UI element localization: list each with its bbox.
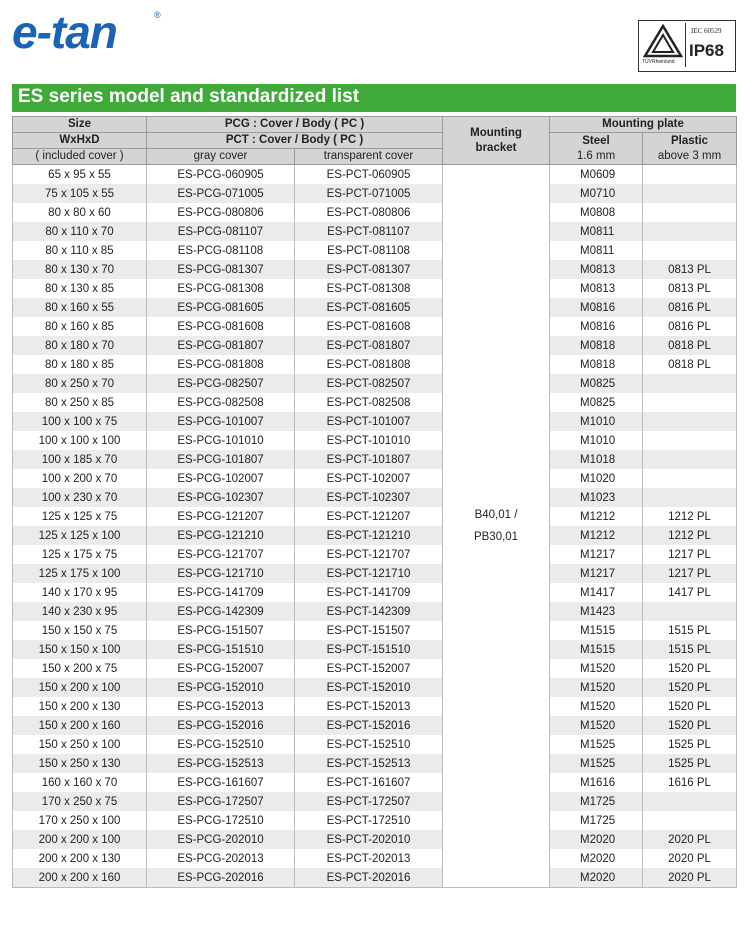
transparent-model-cell: ES-PCT-121707 — [295, 545, 443, 564]
steel-plate-cell: M1423 — [550, 602, 643, 621]
steel-plate-cell: M0818 — [550, 355, 643, 374]
gray-model-cell: ES-PCG-102007 — [147, 469, 295, 488]
transparent-model-cell: ES-PCT-141709 — [295, 583, 443, 602]
table-row — [13, 621, 737, 640]
size-cell: 80 x 160 x 55 — [13, 298, 147, 317]
table-row — [13, 564, 737, 583]
table-row — [13, 640, 737, 659]
steel-plate-cell: M1520 — [550, 716, 643, 735]
table-row — [13, 165, 737, 185]
plastic-plate-cell — [643, 602, 737, 621]
size-cell: 170 x 250 x 75 — [13, 792, 147, 811]
size-cell: 80 x 160 x 85 — [13, 317, 147, 336]
plastic-plate-cell: 1520 PL — [643, 697, 737, 716]
size-cell: 80 x 110 x 85 — [13, 241, 147, 260]
table-row — [13, 260, 737, 279]
model-table — [12, 116, 737, 888]
transparent-model-cell: ES-PCT-152007 — [295, 659, 443, 678]
iec-label: IEC 60529 — [691, 27, 722, 35]
transparent-model-cell: ES-PCT-202016 — [295, 868, 443, 888]
pct-header: PCT : Cover / Body ( PC ) — [147, 133, 443, 149]
bracket-line2: PB30,01 — [473, 531, 519, 543]
transparent-model-cell: ES-PCT-081107 — [295, 222, 443, 241]
gray-model-cell: ES-PCG-081808 — [147, 355, 295, 374]
plastic-sub: above 3 mm — [657, 149, 722, 162]
size-cell: 80 x 180 x 70 — [13, 336, 147, 355]
size-cell: 100 x 230 x 70 — [13, 488, 147, 507]
plastic-plate-cell — [643, 184, 737, 203]
steel-plate-cell: M1217 — [550, 564, 643, 583]
gray-model-cell: ES-PCG-152013 — [147, 697, 295, 716]
table-row — [13, 659, 737, 678]
size-cell: 80 x 130 x 70 — [13, 260, 147, 279]
steel-header — [550, 133, 643, 165]
plastic-plate-cell: 2020 PL — [643, 830, 737, 849]
plastic-plate-cell: 1515 PL — [643, 621, 737, 640]
bracket-header-line2: bracket — [475, 141, 517, 154]
size-cell: 150 x 200 x 130 — [13, 697, 147, 716]
steel-plate-cell: M0825 — [550, 393, 643, 412]
gray-model-cell: ES-PCG-071005 — [147, 184, 295, 203]
steel-plate-cell: M0808 — [550, 203, 643, 222]
gray-model-cell: ES-PCG-081807 — [147, 336, 295, 355]
table-row — [13, 868, 737, 888]
size-cell: 150 x 250 x 130 — [13, 754, 147, 773]
gray-model-cell: ES-PCG-152007 — [147, 659, 295, 678]
transparent-model-cell: ES-PCT-151510 — [295, 640, 443, 659]
steel-sub: 1.6 mm — [576, 149, 616, 162]
steel-plate-cell: M1417 — [550, 583, 643, 602]
gray-model-cell: ES-PCG-152010 — [147, 678, 295, 697]
gray-model-cell: ES-PCG-172510 — [147, 811, 295, 830]
table-row — [13, 678, 737, 697]
steel-plate-cell: M0710 — [550, 184, 643, 203]
table-row — [13, 488, 737, 507]
table-row — [13, 336, 737, 355]
gray-model-cell: ES-PCG-152016 — [147, 716, 295, 735]
transparent-model-cell: ES-PCT-102307 — [295, 488, 443, 507]
gray-model-cell: ES-PCG-082508 — [147, 393, 295, 412]
etan-logo — [12, 8, 162, 58]
page-title: ES series model and standardized list — [18, 86, 360, 107]
steel-plate-cell: M1217 — [550, 545, 643, 564]
plastic-plate-cell — [643, 222, 737, 241]
gray-model-cell: ES-PCG-121207 — [147, 507, 295, 526]
table-row — [13, 431, 737, 450]
transparent-model-cell: ES-PCT-142309 — [295, 602, 443, 621]
transparent-model-cell: ES-PCT-161607 — [295, 773, 443, 792]
steel-label: Steel — [582, 134, 610, 147]
size-cell: 125 x 175 x 100 — [13, 564, 147, 583]
size-cell: 125 x 125 x 75 — [13, 507, 147, 526]
plastic-plate-cell — [643, 792, 737, 811]
transparent-model-cell: ES-PCT-172507 — [295, 792, 443, 811]
plastic-plate-cell: 0813 PL — [643, 260, 737, 279]
size-cell: 100 x 200 x 70 — [13, 469, 147, 488]
size-cell: 170 x 250 x 100 — [13, 811, 147, 830]
steel-plate-cell: M1020 — [550, 469, 643, 488]
table-row — [13, 811, 737, 830]
transparent-model-cell: ES-PCT-081108 — [295, 241, 443, 260]
table-row — [13, 602, 737, 621]
size-note-header: ( included cover ) — [13, 149, 147, 165]
size-cell: 200 x 200 x 130 — [13, 849, 147, 868]
plastic-plate-cell: 1212 PL — [643, 507, 737, 526]
transparent-model-cell: ES-PCT-152510 — [295, 735, 443, 754]
bracket-header — [443, 117, 550, 165]
steel-plate-cell: M1010 — [550, 412, 643, 431]
plastic-plate-cell — [643, 450, 737, 469]
table-row — [13, 507, 737, 526]
transparent-model-cell: ES-PCT-082508 — [295, 393, 443, 412]
gray-header: gray cover — [147, 149, 295, 165]
gray-model-cell: ES-PCG-082507 — [147, 374, 295, 393]
ip-rating: IP68 — [689, 41, 724, 60]
table-row — [13, 697, 737, 716]
size-cell: 140 x 230 x 95 — [13, 602, 147, 621]
gray-model-cell: ES-PCG-121707 — [147, 545, 295, 564]
size-cell: 150 x 150 x 100 — [13, 640, 147, 659]
gray-model-cell: ES-PCG-202013 — [147, 849, 295, 868]
size-cell: 150 x 200 x 100 — [13, 678, 147, 697]
steel-plate-cell: M1725 — [550, 792, 643, 811]
transparent-model-cell: ES-PCT-121710 — [295, 564, 443, 583]
gray-model-cell: ES-PCG-081108 — [147, 241, 295, 260]
bracket-header-line1: Mounting — [470, 126, 522, 139]
steel-plate-cell: M2020 — [550, 830, 643, 849]
plastic-plate-cell — [643, 488, 737, 507]
plastic-plate-cell: 0818 PL — [643, 355, 737, 374]
size-cell: 80 x 130 x 85 — [13, 279, 147, 298]
steel-plate-cell: M1515 — [550, 640, 643, 659]
table-body — [13, 165, 737, 888]
plastic-plate-cell — [643, 412, 737, 431]
plastic-plate-cell: 1525 PL — [643, 735, 737, 754]
plastic-plate-cell: 1212 PL — [643, 526, 737, 545]
title-banner — [12, 84, 736, 112]
table-row — [13, 830, 737, 849]
gray-model-cell: ES-PCG-121210 — [147, 526, 295, 545]
size-cell: 125 x 175 x 75 — [13, 545, 147, 564]
plastic-plate-cell: 1520 PL — [643, 659, 737, 678]
plastic-label: Plastic — [670, 134, 709, 147]
steel-plate-cell: M1212 — [550, 507, 643, 526]
gray-model-cell: ES-PCG-101007 — [147, 412, 295, 431]
table-row — [13, 222, 737, 241]
transparent-model-cell: ES-PCT-202013 — [295, 849, 443, 868]
table-row — [13, 412, 737, 431]
size-dims-header: WxHxD — [13, 133, 147, 149]
transparent-model-cell: ES-PCT-152010 — [295, 678, 443, 697]
plastic-plate-cell — [643, 469, 737, 488]
steel-plate-cell: M1010 — [550, 431, 643, 450]
steel-plate-cell: M0813 — [550, 260, 643, 279]
certification-badge — [638, 20, 736, 72]
steel-plate-cell: M0816 — [550, 298, 643, 317]
plastic-plate-cell: 2020 PL — [643, 868, 737, 888]
size-cell: 100 x 100 x 75 — [13, 412, 147, 431]
gray-model-cell: ES-PCG-121710 — [147, 564, 295, 583]
transparent-model-cell: ES-PCT-151507 — [295, 621, 443, 640]
transparent-model-cell: ES-PCT-152016 — [295, 716, 443, 735]
size-cell: 100 x 185 x 70 — [13, 450, 147, 469]
gray-model-cell: ES-PCG-101010 — [147, 431, 295, 450]
size-cell: 80 x 80 x 60 — [13, 203, 147, 222]
table-row — [13, 545, 737, 564]
transparent-model-cell: ES-PCT-121207 — [295, 507, 443, 526]
size-cell: 150 x 200 x 75 — [13, 659, 147, 678]
plastic-plate-cell: 1525 PL — [643, 754, 737, 773]
pcg-header: PCG : Cover / Body ( PC ) — [147, 117, 443, 133]
size-cell: 150 x 200 x 160 — [13, 716, 147, 735]
size-cell: 200 x 200 x 160 — [13, 868, 147, 888]
gray-model-cell: ES-PCG-172507 — [147, 792, 295, 811]
transparent-model-cell: ES-PCT-081808 — [295, 355, 443, 374]
transparent-model-cell: ES-PCT-101007 — [295, 412, 443, 431]
size-cell: 80 x 180 x 85 — [13, 355, 147, 374]
table-row — [13, 583, 737, 602]
gray-model-cell: ES-PCG-102307 — [147, 488, 295, 507]
transparent-model-cell: ES-PCT-081307 — [295, 260, 443, 279]
tuv-label: TÜVRheinland — [642, 59, 675, 65]
table-row — [13, 792, 737, 811]
transparent-model-cell: ES-PCT-101807 — [295, 450, 443, 469]
plastic-plate-cell: 1520 PL — [643, 678, 737, 697]
gray-model-cell: ES-PCG-152513 — [147, 754, 295, 773]
gray-model-cell: ES-PCG-152510 — [147, 735, 295, 754]
plastic-plate-cell: 0818 PL — [643, 336, 737, 355]
registered-mark: ® — [154, 10, 161, 20]
plastic-plate-cell: 1515 PL — [643, 640, 737, 659]
plate-header: Mounting plate — [550, 117, 737, 133]
table-row — [13, 526, 737, 545]
size-cell: 100 x 100 x 100 — [13, 431, 147, 450]
gray-model-cell: ES-PCG-101807 — [147, 450, 295, 469]
steel-plate-cell: M1525 — [550, 754, 643, 773]
plastic-plate-cell: 1217 PL — [643, 564, 737, 583]
transparent-model-cell: ES-PCT-152013 — [295, 697, 443, 716]
transparent-model-cell: ES-PCT-071005 — [295, 184, 443, 203]
plastic-plate-cell: 0813 PL — [643, 279, 737, 298]
steel-plate-cell: M0816 — [550, 317, 643, 336]
table-row — [13, 298, 737, 317]
plastic-plate-cell: 0816 PL — [643, 317, 737, 336]
steel-plate-cell: M1520 — [550, 659, 643, 678]
size-cell: 75 x 105 x 55 — [13, 184, 147, 203]
table-row — [13, 849, 737, 868]
steel-plate-cell: M1525 — [550, 735, 643, 754]
table-row — [13, 184, 737, 203]
steel-plate-cell: M1212 — [550, 526, 643, 545]
plastic-plate-cell — [643, 165, 737, 185]
table-row — [13, 355, 737, 374]
transparent-model-cell: ES-PCT-121210 — [295, 526, 443, 545]
table-row — [13, 735, 737, 754]
transparent-model-cell: ES-PCT-081608 — [295, 317, 443, 336]
steel-plate-cell: M0609 — [550, 165, 643, 185]
steel-plate-cell: M2020 — [550, 868, 643, 888]
gray-model-cell: ES-PCG-202010 — [147, 830, 295, 849]
steel-plate-cell: M0811 — [550, 222, 643, 241]
gray-model-cell: ES-PCG-141709 — [147, 583, 295, 602]
transparent-model-cell: ES-PCT-081807 — [295, 336, 443, 355]
plastic-plate-cell — [643, 203, 737, 222]
steel-plate-cell: M1616 — [550, 773, 643, 792]
table-row — [13, 393, 737, 412]
steel-plate-cell: M0811 — [550, 241, 643, 260]
size-cell: 80 x 110 x 70 — [13, 222, 147, 241]
plastic-plate-cell: 1520 PL — [643, 716, 737, 735]
steel-plate-cell: M1023 — [550, 488, 643, 507]
table-row — [13, 279, 737, 298]
size-cell: 80 x 250 x 85 — [13, 393, 147, 412]
gray-model-cell: ES-PCG-161607 — [147, 773, 295, 792]
transparent-model-cell: ES-PCT-081605 — [295, 298, 443, 317]
plastic-plate-cell — [643, 374, 737, 393]
plastic-header — [643, 133, 737, 165]
gray-model-cell: ES-PCG-081107 — [147, 222, 295, 241]
size-cell: 140 x 170 x 95 — [13, 583, 147, 602]
steel-plate-cell: M0818 — [550, 336, 643, 355]
size-cell: 80 x 250 x 70 — [13, 374, 147, 393]
size-cell: 200 x 200 x 100 — [13, 830, 147, 849]
bracket-cell — [443, 165, 550, 888]
gray-model-cell: ES-PCG-060905 — [147, 165, 295, 185]
plastic-plate-cell — [643, 811, 737, 830]
steel-plate-cell: M1520 — [550, 697, 643, 716]
size-cell: 160 x 160 x 70 — [13, 773, 147, 792]
plastic-plate-cell: 0816 PL — [643, 298, 737, 317]
plastic-plate-cell — [643, 393, 737, 412]
logo-text: e-tan — [12, 6, 117, 58]
size-cell: 65 x 95 x 55 — [13, 165, 147, 185]
table-row — [13, 469, 737, 488]
steel-plate-cell: M1725 — [550, 811, 643, 830]
gray-model-cell: ES-PCG-081307 — [147, 260, 295, 279]
size-cell: 150 x 150 x 75 — [13, 621, 147, 640]
gray-model-cell: ES-PCG-151510 — [147, 640, 295, 659]
transparent-model-cell: ES-PCT-172510 — [295, 811, 443, 830]
steel-plate-cell: M0813 — [550, 279, 643, 298]
transparent-model-cell: ES-PCT-080806 — [295, 203, 443, 222]
gray-model-cell: ES-PCG-080806 — [147, 203, 295, 222]
table-row — [13, 773, 737, 792]
steel-plate-cell: M2020 — [550, 849, 643, 868]
steel-plate-cell: M1018 — [550, 450, 643, 469]
steel-plate-cell: M0825 — [550, 374, 643, 393]
steel-plate-cell: M1515 — [550, 621, 643, 640]
size-cell: 125 x 125 x 100 — [13, 526, 147, 545]
transparent-model-cell: ES-PCT-060905 — [295, 165, 443, 185]
plastic-plate-cell: 1217 PL — [643, 545, 737, 564]
gray-model-cell: ES-PCG-081605 — [147, 298, 295, 317]
table-row — [13, 317, 737, 336]
size-header: Size — [13, 117, 147, 133]
transparent-model-cell: ES-PCT-102007 — [295, 469, 443, 488]
transparent-model-cell: ES-PCT-101010 — [295, 431, 443, 450]
table-row — [13, 203, 737, 222]
steel-plate-cell: M1520 — [550, 678, 643, 697]
gray-model-cell: ES-PCG-081308 — [147, 279, 295, 298]
plastic-plate-cell — [643, 241, 737, 260]
gray-model-cell: ES-PCG-151507 — [147, 621, 295, 640]
table-row — [13, 241, 737, 260]
transparent-header: transparent cover — [295, 149, 443, 165]
table-row — [13, 374, 737, 393]
bracket-line1: B40,01 / — [474, 509, 518, 521]
gray-model-cell: ES-PCG-142309 — [147, 602, 295, 621]
table-row — [13, 754, 737, 773]
size-cell: 150 x 250 x 100 — [13, 735, 147, 754]
table-row — [13, 716, 737, 735]
gray-model-cell: ES-PCG-202016 — [147, 868, 295, 888]
plastic-plate-cell: 1616 PL — [643, 773, 737, 792]
plastic-plate-cell: 1417 PL — [643, 583, 737, 602]
gray-model-cell: ES-PCG-081608 — [147, 317, 295, 336]
plastic-plate-cell: 2020 PL — [643, 849, 737, 868]
plastic-plate-cell — [643, 431, 737, 450]
table-row — [13, 450, 737, 469]
transparent-model-cell: ES-PCT-202010 — [295, 830, 443, 849]
transparent-model-cell: ES-PCT-081308 — [295, 279, 443, 298]
transparent-model-cell: ES-PCT-152513 — [295, 754, 443, 773]
transparent-model-cell: ES-PCT-082507 — [295, 374, 443, 393]
